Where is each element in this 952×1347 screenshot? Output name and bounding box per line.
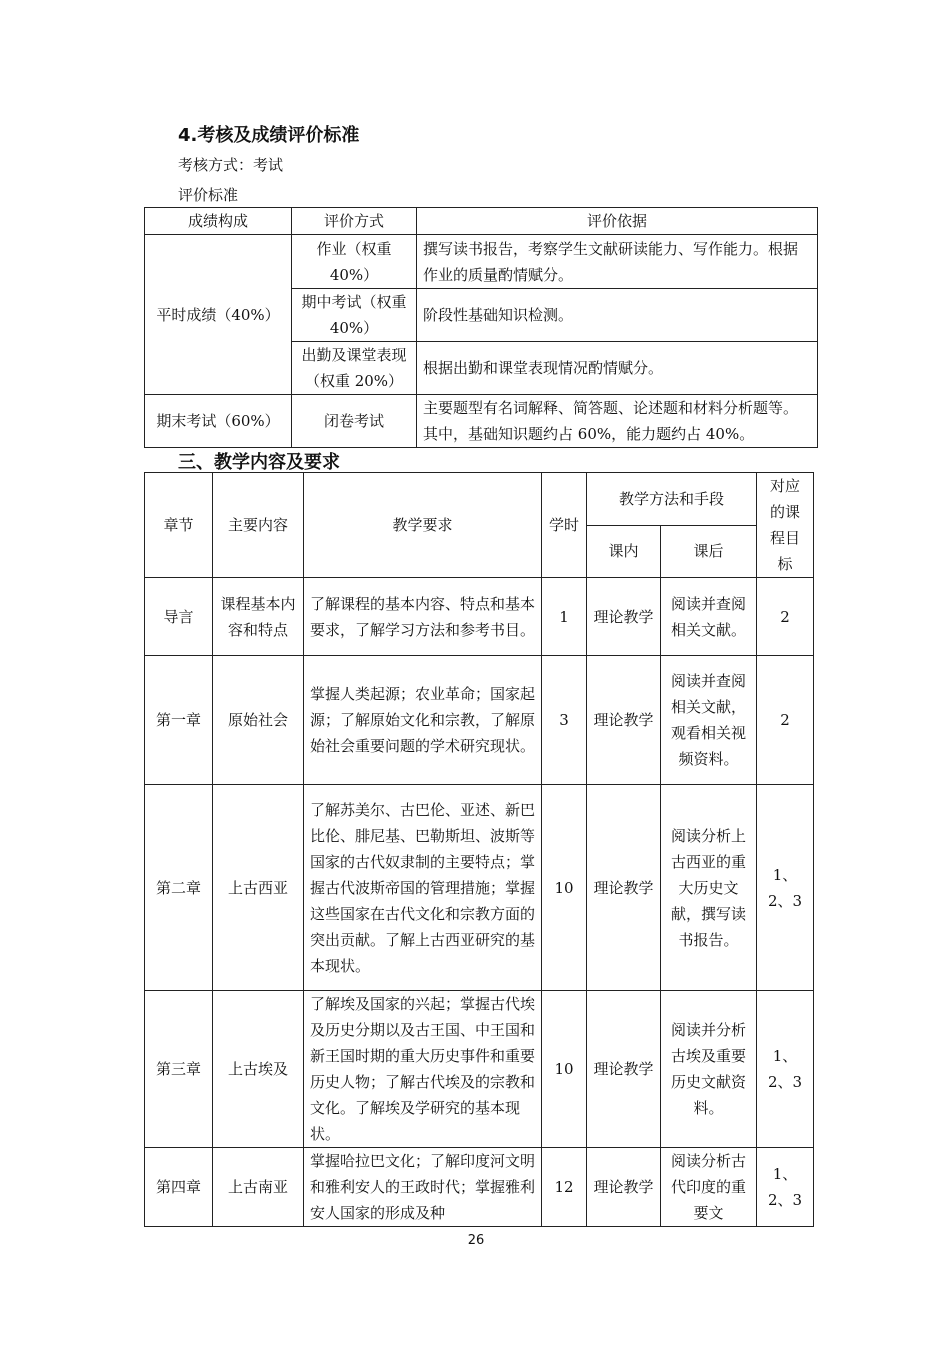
content-row (145, 578, 814, 656)
chapter-cell: 第一章 (145, 656, 213, 785)
content-cell: 课程基本内容和特点 (213, 578, 304, 656)
content-cell: 上古埃及 (213, 991, 304, 1148)
hours-cell: 12 (542, 1148, 587, 1227)
in-class-cell: 理论教学 (587, 578, 661, 656)
header-basis: 评价依据 (417, 208, 818, 235)
goal-cell: 2 (757, 578, 814, 656)
method-cell: 闭卷考试 (292, 395, 417, 448)
content-row (145, 785, 814, 991)
method-cell: 出勤及课堂表现（权重 20%） (292, 342, 417, 395)
after-class-cell: 阅读并查阅相关文献。 (661, 578, 757, 656)
grading-header-row (145, 208, 818, 235)
after-class-cell: 阅读分析上古西亚的重大历史文献，撰写读书报告。 (661, 785, 757, 991)
basis-cell: 主要题型有名词解释、简答题、论述题和材料分析题等。其中，基础知识题约占 60%，能力题约占 40%。 (417, 395, 818, 448)
requirement-cell: 了解课程的基本内容、特点和基本要求，了解学习方法和参考书目。 (304, 578, 542, 656)
grading-row (145, 235, 818, 289)
in-class-cell: 理论教学 (587, 1148, 661, 1227)
hours-cell: 10 (542, 785, 587, 991)
after-class-cell: 阅读并查阅相关文献，观看相关视频资料。 (661, 656, 757, 785)
content-cell: 上古西亚 (213, 785, 304, 991)
method-cell: 作业（权重40%） (292, 235, 417, 289)
goal-cell: 1、2、3 (757, 785, 814, 991)
after-class-cell: 阅读并分析古埃及重要历史文献资料。 (661, 991, 757, 1148)
grading-table (144, 207, 818, 448)
header-method: 评价方式 (292, 208, 417, 235)
header-composition: 成绩构成 (145, 208, 292, 235)
section4-title: 4.考核及成绩评价标准 (178, 125, 360, 146)
in-class-cell: 理论教学 (587, 785, 661, 991)
content-header-row (145, 473, 814, 526)
goal-cell: 1、2、3 (757, 1148, 814, 1227)
final-grade-cell: 期末考试（60%） (145, 395, 292, 448)
section3-title: 三、教学内容及要求 (178, 452, 340, 473)
header-chapter: 章节 (145, 473, 213, 578)
regular-grade-cell: 平时成绩（40%） (145, 235, 292, 395)
goal-cell: 2 (757, 656, 814, 785)
method-cell: 期中考试（权重 40%） (292, 289, 417, 342)
requirement-cell: 掌握人类起源；农业革命；国家起源；了解原始文化和宗教，了解原始社会重要问题的学术研究现状。 (304, 656, 542, 785)
hours-cell: 3 (542, 656, 587, 785)
chapter-cell: 导言 (145, 578, 213, 656)
goal-cell: 1、2、3 (757, 991, 814, 1148)
in-class-cell: 理论教学 (587, 656, 661, 785)
after-class-cell: 阅读分析古代印度的重要文 (661, 1148, 757, 1227)
basis-cell: 根据出勤和课堂表现情况酌情赋分。 (417, 342, 818, 395)
content-table (144, 472, 814, 1227)
in-class-cell: 理论教学 (587, 991, 661, 1148)
exam-method: 考核方式：考试 (178, 156, 284, 174)
hours-cell: 1 (542, 578, 587, 656)
chapter-cell: 第四章 (145, 1148, 213, 1227)
basis-cell: 撰写读书报告，考察学生文献研读能力、写作能力。根据作业的质量酌情赋分。 (417, 235, 818, 289)
chapter-cell: 第三章 (145, 991, 213, 1148)
chapter-cell: 第二章 (145, 785, 213, 991)
basis-cell: 阶段性基础知识检测。 (417, 289, 818, 342)
content-row (145, 656, 814, 785)
requirement-cell: 了解苏美尔、古巴伦、亚述、新巴比伦、腓尼基、巴勒斯坦、波斯等国家的古代奴隶制的主要特点；掌握古代波斯帝国的管理措施；掌握这些国家在古代文化和宗教方面的突出贡献。了解上古西亚研究的基本现状。 (304, 785, 542, 991)
content-row (145, 1148, 814, 1227)
header-requirement: 教学要求 (304, 473, 542, 578)
content-cell: 原始社会 (213, 656, 304, 785)
content-row (145, 991, 814, 1148)
requirement-cell: 掌握哈拉巴文化；了解印度河文明和雅利安人的王政时代；掌握雅利安人国家的形成及种 (304, 1148, 542, 1227)
page-number: 26 (467, 1233, 485, 1248)
header-goal: 对应的课程目标 (757, 473, 814, 578)
header-hours: 学时 (542, 473, 587, 578)
grading-row-final (145, 395, 818, 448)
content-cell: 上古南亚 (213, 1148, 304, 1227)
hours-cell: 10 (542, 991, 587, 1148)
criteria-label: 评价标准 (178, 186, 239, 204)
requirement-cell: 了解埃及国家的兴起；掌握古代埃及历史分期以及古王国、中王国和新王国时期的重大历史事件和重要历史人物；了解古代埃及的宗教和文化。了解埃及学研究的基本现状。 (304, 991, 542, 1148)
header-after-class: 课后 (661, 525, 757, 578)
header-content: 主要内容 (213, 473, 304, 578)
header-in-class: 课内 (587, 525, 661, 578)
header-methods: 教学方法和手段 (587, 473, 757, 526)
